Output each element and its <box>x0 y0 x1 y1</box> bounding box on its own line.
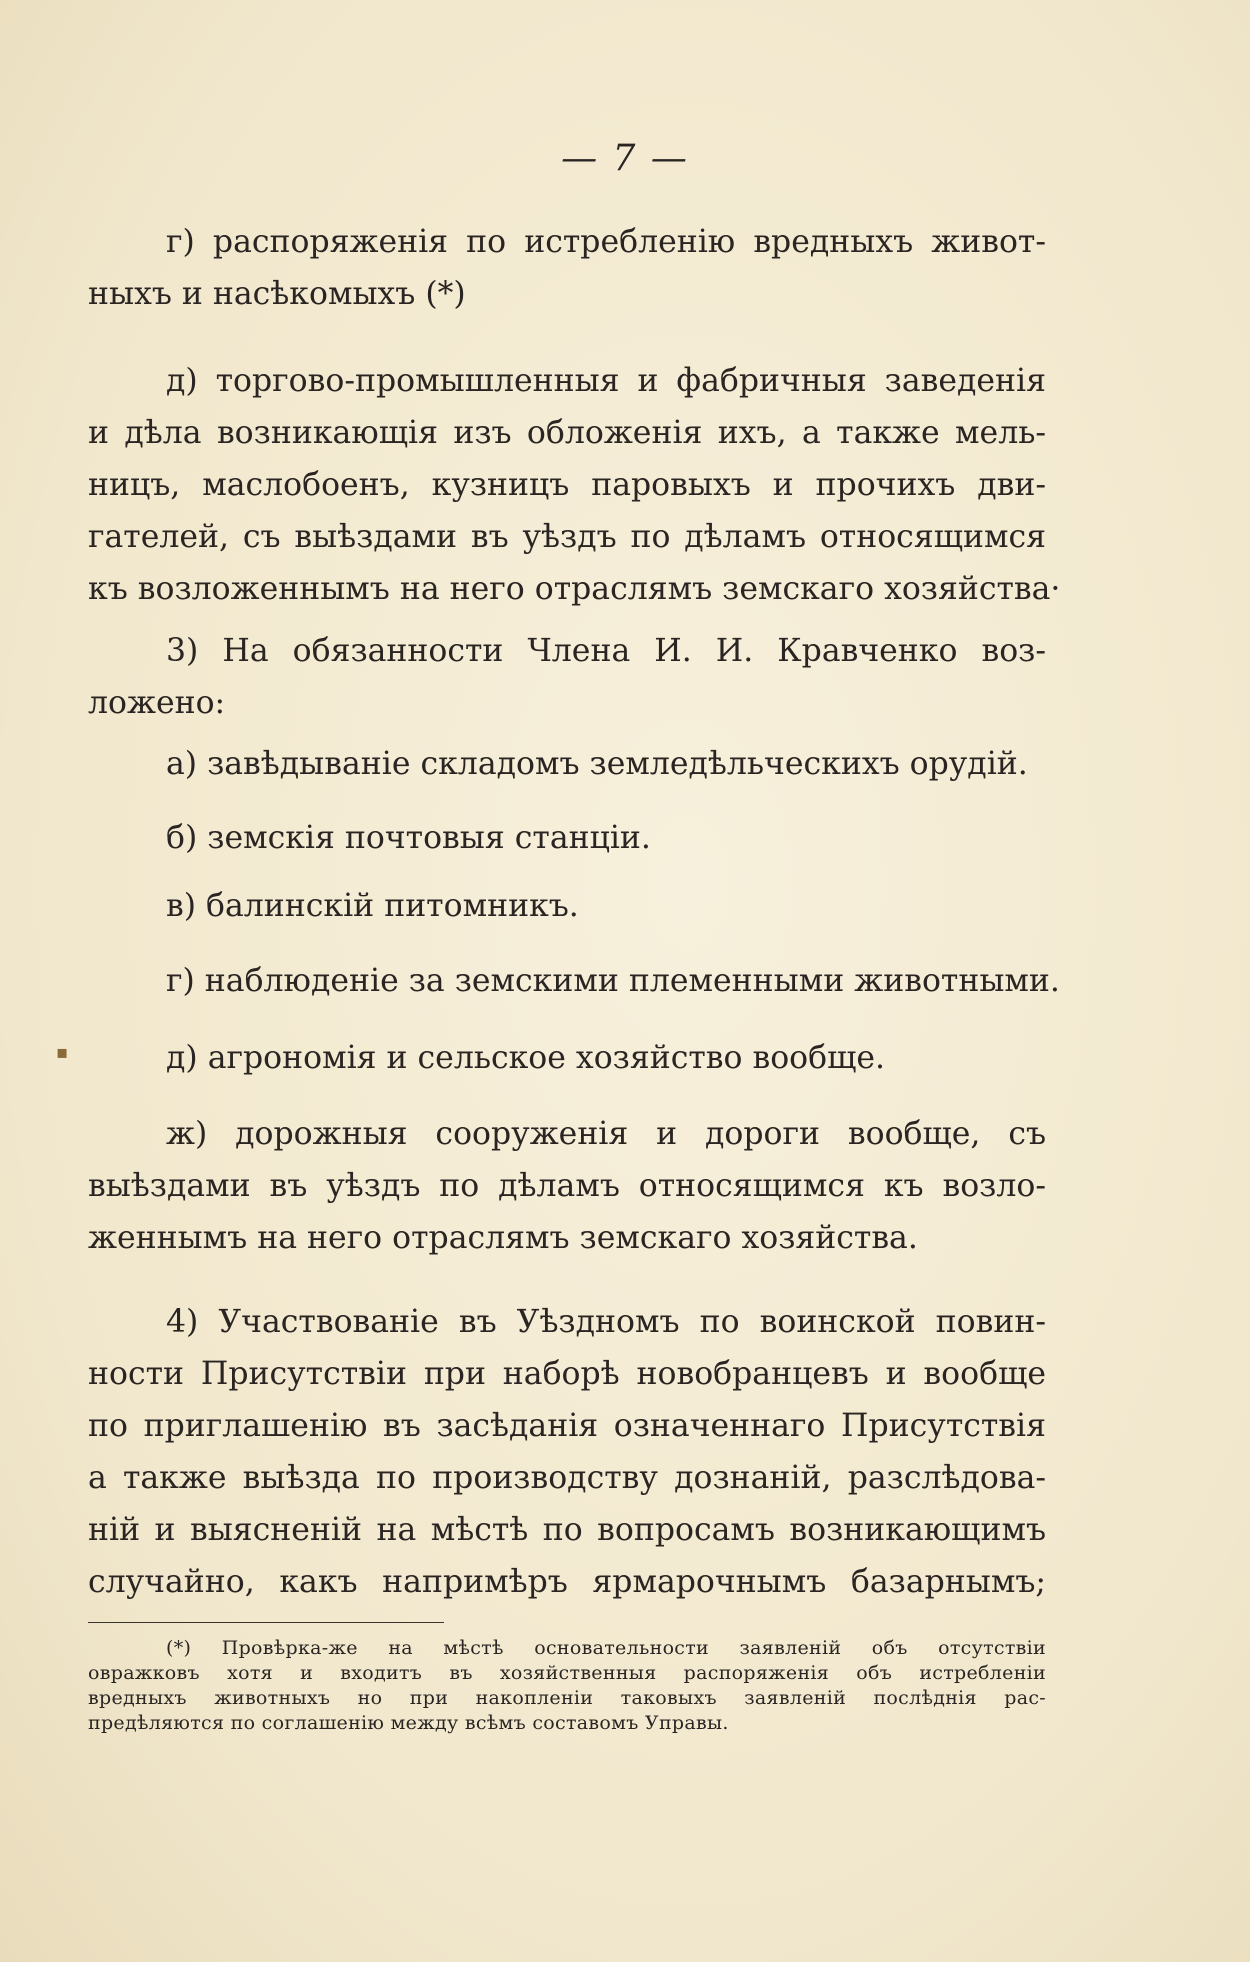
item-b-postal <box>88 812 1046 864</box>
paragraph-g-pests <box>88 216 1046 320</box>
text-line: ж) дорожныя сооруженія и дороги вообще, съ <box>166 1116 1046 1152</box>
footnote-line: (*) Провѣрка-же на мѣстѣ основательности заявленій объ отсутствіи <box>166 1637 1046 1659</box>
text-line: къ возложеннымъ на него отраслямъ земскаго хозяйства· <box>88 571 1061 607</box>
footnote <box>88 1636 1046 1736</box>
item-v-nursery <box>88 880 1046 932</box>
footnote-rule <box>88 1622 444 1623</box>
item-d-agronomy <box>88 1032 1046 1084</box>
text-line: случайно, какъ напримѣръ ярмарочнымъ базарнымъ; <box>88 1564 1046 1600</box>
ink-mark: ▪ <box>56 1042 69 1063</box>
paragraph-zh-roads <box>88 1108 1046 1264</box>
page-number: — 7 — <box>561 138 689 179</box>
item-a-warehouse <box>88 738 1046 790</box>
text-line: ній и выясненій на мѣстѣ по вопросамъ возникающимъ <box>88 1512 1046 1548</box>
text-line: и дѣла возникающія изъ обложенія ихъ, а также мель- <box>88 415 1046 451</box>
text-line: гателей, съ выѣздами въ уѣздъ по дѣламъ относящимся <box>88 519 1046 555</box>
footnote-line: вредныхъ животныхъ но при накопленіи таковыхъ заявленій послѣднія рас- <box>88 1687 1046 1709</box>
text-line: г) распоряженія по истребленію вредныхъ живот- <box>166 224 1046 260</box>
item-g-livestock <box>88 955 1060 1007</box>
text-line: 4) Участвованіе въ Уѣздномъ по воинской повин- <box>166 1304 1046 1340</box>
text-line: ницъ, маслобоенъ, кузницъ паровыхъ и прочихъ дви- <box>88 467 1046 503</box>
text-line: ныхъ и насѣкомыхъ (*) <box>88 276 466 312</box>
text-line: а) завѣдываніе складомъ земледѣльческихъ орудій. <box>166 746 1028 782</box>
text-line: д) агрономія и сельское хозяйство вообще. <box>166 1040 886 1076</box>
paragraph-4-conscription <box>88 1296 1046 1608</box>
text-line: д) торгово-промышленныя и фабричныя заведенія <box>166 363 1046 399</box>
text-line: г) наблюденіе за земскими племенными животными. <box>166 963 1060 999</box>
text-line: в) балинскій питомникъ. <box>166 888 579 924</box>
footnote-line: овражковъ хотя и входитъ въ хозяйственныя распоряженія объ истребленіи <box>88 1662 1046 1684</box>
text-line: 3) На обязанности Члена И. И. Кравченко воз- <box>166 633 1046 669</box>
text-line: женнымъ на него отраслямъ земскаго хозяйства. <box>88 1220 918 1256</box>
paragraph-d-industry <box>88 355 1061 615</box>
text-line: б) земскія почтовыя станціи. <box>166 820 651 856</box>
text-line: выѣздами въ уѣздъ по дѣламъ относящимся къ возло- <box>88 1168 1046 1204</box>
text-line: по приглашенію въ засѣданія означеннаго Присутствія <box>88 1408 1046 1444</box>
text-line: а также выѣзда по производству дознаній, разслѣдова- <box>88 1460 1046 1496</box>
text-line: ности Присутствіи при наборѣ новобранцевъ и вообще <box>88 1356 1046 1392</box>
footnote-line: предѣляются по соглашенію между всѣмъ составомъ Управы. <box>88 1712 729 1734</box>
text-line: ложено: <box>88 685 226 721</box>
paragraph-3-duties <box>88 625 1046 729</box>
